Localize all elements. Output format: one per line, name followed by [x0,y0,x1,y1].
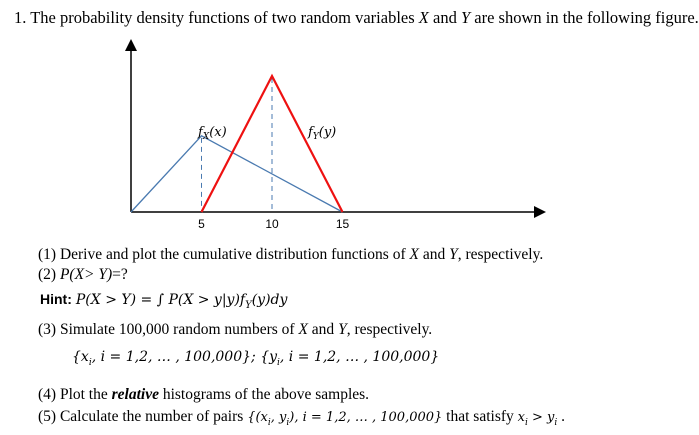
part-1-var-x: X [409,246,419,263]
part-3-text: (3) Simulate 100,000 random numbers of [38,321,299,338]
part-5-ineq-x: x [517,410,525,425]
question-text-suffix: are shown in the following figure. [470,8,699,27]
hint [40,291,287,311]
part-5-end: . [557,408,566,425]
question-text-prefix: The probability density functions of two random variables [30,8,419,27]
part-1-and: and [418,246,450,263]
part-2-text: (2) [38,266,60,283]
part-3-var-x: X [298,321,308,338]
x-tick-label-15: 15 [335,217,350,231]
hint-formula: P(X > Y) = ∫ P(X > y|y)f [75,292,246,308]
question-var-x: X [418,8,429,27]
part-1 [38,246,543,264]
part-5-ineq-sub-i1: i [524,418,528,429]
part-1-text: (1) Derive and plot the cumulative distribution functions of [38,246,410,263]
hint-label: Hint: [40,291,72,307]
part-5-text: (5) Calculate the number of pairs [38,408,248,425]
part-3-var-y: Y [338,321,347,338]
part-5-mid: that satisfy [442,408,518,425]
part-5-formula-comma: , y [270,410,287,425]
part-4-relative: relative [111,386,159,403]
fy-label: $f_Y(y)$ [308,125,337,142]
x-tick-label-5: 5 [198,217,205,231]
part-5-formula-open: {(x [247,410,268,425]
part-2-expression: P(X> Y) [59,266,113,283]
pdf-x-line [131,136,343,212]
part-1-end: , respectively. [457,246,544,263]
sets-formula-end: , i = 1,2, … , 100,000} [279,349,440,365]
question-and: and [428,8,461,27]
question-number: 1. [14,8,27,27]
fx-label: $f_X(x)$ [198,125,227,142]
part-4 [38,386,369,404]
part-1-var-y: Y [449,246,458,263]
sets-formula-mid: , i = 1,2, … , 100,000}; {y [91,349,278,365]
part-5-ineq-op: > y [527,410,555,425]
x-tick-label-10: 10 [265,217,279,231]
part-3-end: , respectively. [346,321,433,338]
part-3-and: and [307,321,339,338]
part-5-sub-i1: i [267,418,271,429]
part-5-ineq-sub-i2: i [554,418,558,429]
question-var-y: Y [460,8,471,27]
part-4-text: (4) Plot the [38,386,112,403]
part-4-end: histograms of the above samples. [158,386,370,403]
hint-formula-tail: (y)dy [251,292,288,308]
sets-formula-x: {x [72,349,89,365]
part-2-end: =? [112,266,128,283]
sets-sub-i1: i [88,357,92,368]
part-5-formula-end: ), i = 1,2, … , 100,000} [289,410,443,425]
part-5-sub-i2: i [286,418,290,429]
part-2 [38,266,128,284]
hint-subscript: Y [245,300,252,312]
sets-sub-i2: i [277,357,280,368]
sample-sets-formula [72,349,439,368]
part-3 [38,321,432,339]
part-5 [38,408,565,428]
